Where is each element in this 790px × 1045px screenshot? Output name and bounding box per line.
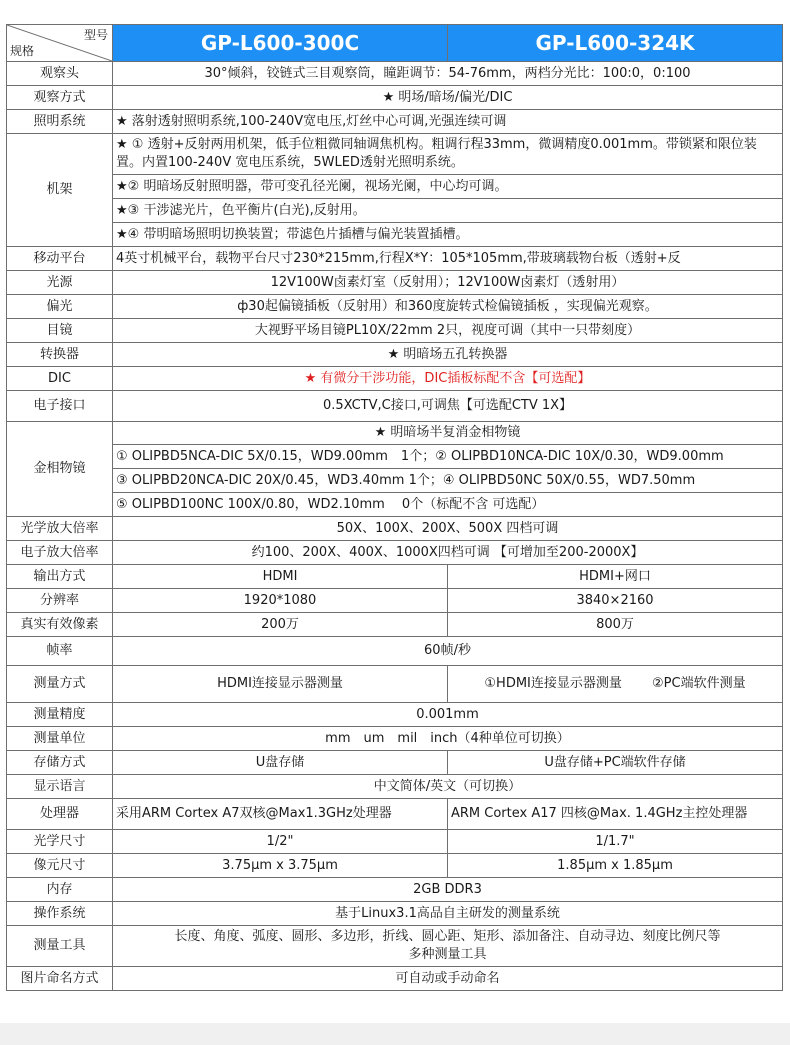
row-nosepiece bbox=[7, 343, 783, 367]
row-label: 转换器 bbox=[7, 343, 113, 367]
row-frame-4 bbox=[7, 223, 783, 247]
row-label: 金相物镜 bbox=[7, 422, 113, 517]
row-dic bbox=[7, 367, 783, 391]
row-pixel-size bbox=[7, 854, 783, 878]
row-label: 内存 bbox=[7, 878, 113, 902]
model-b-title: GP-L600-324K bbox=[448, 25, 783, 62]
row-value: 60帧/秒 bbox=[113, 637, 783, 666]
row-label: 测量精度 bbox=[7, 703, 113, 727]
row-value-b: ARM Cortex A17 四核@Max. 1.4GHz主控处理器 bbox=[448, 799, 783, 830]
row-label: 光学放大倍率 bbox=[7, 517, 113, 541]
row-value-b: ①HDMI连接显示器测量 ②PC端软件测量 bbox=[448, 666, 783, 703]
row-eyepiece bbox=[7, 319, 783, 343]
row-sensor-size bbox=[7, 830, 783, 854]
row-objectives bbox=[7, 422, 783, 445]
row-interface bbox=[7, 391, 783, 422]
row-frame bbox=[7, 134, 783, 175]
row-label: 电子接口 bbox=[7, 391, 113, 422]
row-label: DIC bbox=[7, 367, 113, 391]
row-objectives-2 bbox=[7, 445, 783, 469]
row-value: 0.001mm bbox=[113, 703, 783, 727]
objective-item: ⑤ OLIPBD100NC 100X/0.80，WD2.10mm 0个（标配不含 可选配） bbox=[113, 493, 783, 517]
row-value: ★ 明暗场五孔转换器 bbox=[113, 343, 783, 367]
row-os bbox=[7, 902, 783, 926]
row-value: 2GB DDR3 bbox=[113, 878, 783, 902]
row-label: 操作系统 bbox=[7, 902, 113, 926]
row-resolution bbox=[7, 589, 783, 613]
objective-item: ③ OLIPBD20NCA-DIC 20X/0.45，WD3.40mm 1个；④ OLIPBD50NC 50X/0.55，WD7.50mm bbox=[113, 469, 783, 493]
frame-item: ★ ① 透射+反射两用机架，低手位粗微同轴调焦机构。粗调行程33mm，微调精度0.001mm。带锁紧和限位装置。内置100-240V 宽电压系统，5WLED透射光照明系统。 bbox=[113, 134, 783, 175]
row-accuracy bbox=[7, 703, 783, 727]
row-observe-head bbox=[7, 62, 783, 86]
row-value-b: U盘存储+PC端软件存储 bbox=[448, 751, 783, 775]
header-row bbox=[7, 25, 783, 62]
row-stage bbox=[7, 247, 783, 271]
row-light-source bbox=[7, 271, 783, 295]
row-label: 机架 bbox=[7, 134, 113, 247]
row-label: 观察头 bbox=[7, 62, 113, 86]
row-processor bbox=[7, 799, 783, 830]
row-value-b: 1.85μm x 1.85μm bbox=[448, 854, 783, 878]
row-label: 分辨率 bbox=[7, 589, 113, 613]
objective-item: ★ 明暗场半复消金相物镜 bbox=[113, 422, 783, 445]
model-a-title: GP-L600-300C bbox=[113, 25, 448, 62]
row-label: 电子放大倍率 bbox=[7, 541, 113, 565]
row-memory bbox=[7, 878, 783, 902]
row-label: 移动平台 bbox=[7, 247, 113, 271]
row-frame-2 bbox=[7, 175, 783, 199]
row-value: 可自动或手动命名 bbox=[113, 967, 783, 991]
row-label: 测量单位 bbox=[7, 727, 113, 751]
row-naming bbox=[7, 967, 783, 991]
row-frame-rate bbox=[7, 637, 783, 666]
row-value: ф30起偏镜插板（反射用）和360度旋转式检偏镜插板 ，实现偏光观察。 bbox=[113, 295, 783, 319]
corner-model-label: 型号 bbox=[83, 28, 108, 42]
row-label: 测量工具 bbox=[7, 926, 113, 967]
objective-item: ① OLIPBD5NCA-DIC 5X/0.15，WD9.00mm 1个；② OLIPBD10NCA-DIC 10X/0.30，WD9.00mm bbox=[113, 445, 783, 469]
row-value-a: 1/2" bbox=[113, 830, 448, 854]
row-value-b: HDMI+网口 bbox=[448, 565, 783, 589]
row-label: 像元尺寸 bbox=[7, 854, 113, 878]
row-label: 光学尺寸 bbox=[7, 830, 113, 854]
frame-item: ★④ 带明暗场照明切换装置；带滤色片插槽与偏光装置插槽。 bbox=[113, 223, 783, 247]
row-label: 显示语言 bbox=[7, 775, 113, 799]
row-value: ★ 落射透射照明系统,100-240V宽电压,灯丝中心可调,光强连续可调 bbox=[113, 110, 783, 134]
row-value: 50X、100X、200X、500X 四档可调 bbox=[113, 517, 783, 541]
row-illumination bbox=[7, 110, 783, 134]
row-label: 处理器 bbox=[7, 799, 113, 830]
row-output bbox=[7, 565, 783, 589]
row-value: 12V100W卤素灯室（反射用）；12V100W卤素灯（透射用） bbox=[113, 271, 783, 295]
row-value: 长度、角度、弧度、圆形、多边形，折线、圆心距、矩形、添加备注、自动寻边、刻度比例尺等多种测量工具 bbox=[113, 926, 783, 967]
page-bottom-strip bbox=[0, 1023, 790, 1045]
row-value: ★ 明场/暗场/偏光/DIC bbox=[113, 86, 783, 110]
row-label: 目镜 bbox=[7, 319, 113, 343]
row-optical-mag bbox=[7, 517, 783, 541]
row-label: 照明系统 bbox=[7, 110, 113, 134]
row-frame-3 bbox=[7, 199, 783, 223]
row-pixels bbox=[7, 613, 783, 637]
row-value-a: U盘存储 bbox=[113, 751, 448, 775]
row-label: 观察方式 bbox=[7, 86, 113, 110]
row-value-b: 3840×2160 bbox=[448, 589, 783, 613]
row-label: 存储方式 bbox=[7, 751, 113, 775]
row-value: 中文简体/英文（可切换） bbox=[113, 775, 783, 799]
row-label: 帧率 bbox=[7, 637, 113, 666]
row-objectives-3 bbox=[7, 469, 783, 493]
row-storage bbox=[7, 751, 783, 775]
row-tools bbox=[7, 926, 783, 967]
row-objectives-4 bbox=[7, 493, 783, 517]
row-value: 30°倾斜，铰链式三目观察筒，瞳距调节：54-76mm，两档分光比：100:0，0:100 bbox=[113, 62, 783, 86]
frame-item: ★② 明暗场反射照明器，带可变孔径光阑，视场光阑，中心均可调。 bbox=[113, 175, 783, 199]
spec-table bbox=[6, 24, 783, 991]
row-label: 图片命名方式 bbox=[7, 967, 113, 991]
row-observe-mode bbox=[7, 86, 783, 110]
row-value-a: 1920*1080 bbox=[113, 589, 448, 613]
row-value: mm um mil inch（4种单位可切换） bbox=[113, 727, 783, 751]
corner-spec-label: 规格 bbox=[10, 44, 35, 58]
row-polarization bbox=[7, 295, 783, 319]
row-label: 真实有效像素 bbox=[7, 613, 113, 637]
row-label: 输出方式 bbox=[7, 565, 113, 589]
row-value: 大视野平场目镜PL10X/22mm 2只，视度可调（其中一只带刻度） bbox=[113, 319, 783, 343]
row-value-b: 800万 bbox=[448, 613, 783, 637]
row-value-a: HDMI连接显示器测量 bbox=[113, 666, 448, 703]
row-label: 光源 bbox=[7, 271, 113, 295]
row-value-b: 1/1.7" bbox=[448, 830, 783, 854]
row-value-a: 3.75μm x 3.75μm bbox=[113, 854, 448, 878]
row-value: 0.5XCTV,C接口,可调焦【可选配CTV 1X】 bbox=[113, 391, 783, 422]
row-label: 测量方式 bbox=[7, 666, 113, 703]
frame-item: ★③ 干涉滤光片，色平衡片(白光),反射用。 bbox=[113, 199, 783, 223]
row-digital-mag bbox=[7, 541, 783, 565]
row-value-a: 200万 bbox=[113, 613, 448, 637]
row-measure-mode bbox=[7, 666, 783, 703]
row-value: 4英寸机械平台，载物平台尺寸230*215mm,行程X*Y：105*105mm,带玻璃载物台板（透射+反 bbox=[113, 247, 783, 271]
row-value-a: HDMI bbox=[113, 565, 448, 589]
row-value: 基于Linux3.1高品自主研发的测量系统 bbox=[113, 902, 783, 926]
row-language bbox=[7, 775, 783, 799]
row-value-highlight: ★ 有微分干涉功能，DIC插板标配不含【可选配】 bbox=[113, 367, 783, 391]
row-value-a: 采用ARM Cortex A7双核@Max1.3GHz处理器 bbox=[113, 799, 448, 830]
row-label: 偏光 bbox=[7, 295, 113, 319]
row-value: 约100、200X、400X、1000X四档可调 【可增加至200-2000X】 bbox=[113, 541, 783, 565]
row-unit bbox=[7, 727, 783, 751]
header-corner bbox=[7, 25, 113, 62]
